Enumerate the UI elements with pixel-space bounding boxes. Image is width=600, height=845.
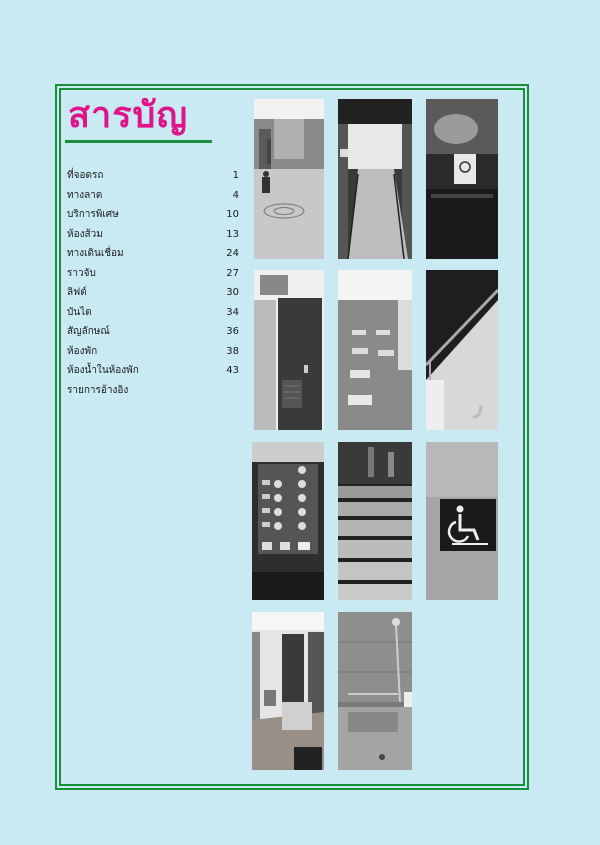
toc-label: ลิฟต์ [67, 287, 87, 298]
toc-entry[interactable] [67, 225, 239, 245]
photo-wheelchair-symbol [426, 442, 498, 600]
title-underline [65, 140, 212, 143]
photo-toilet-door [254, 270, 324, 430]
photo-parking-lot [254, 99, 324, 259]
photo-handrail-ramp [426, 270, 498, 430]
photo-special-service-desk [426, 99, 498, 259]
photo-stairs [338, 442, 412, 600]
toc-entry[interactable] [67, 264, 239, 284]
toc-entry[interactable] [67, 342, 239, 362]
toc-page-number: 4 [232, 189, 239, 201]
toc-page-number: 1 [232, 170, 239, 181]
toc-page-number: 24 [226, 248, 239, 259]
toc-entry[interactable] [67, 244, 239, 264]
toc-page-number: 36 [226, 326, 239, 337]
toc-page-number: 38 [226, 345, 239, 357]
toc-entry[interactable] [67, 205, 239, 225]
toc-entry[interactable] [67, 166, 239, 186]
toc-entry[interactable] [67, 381, 239, 401]
page-title: สารบัญ [68, 95, 189, 136]
toc-page-number: 43 [226, 365, 239, 376]
toc-label: ห้องพัก [67, 345, 98, 357]
toc-entry[interactable] [67, 303, 239, 323]
toc-entry[interactable] [67, 186, 239, 206]
toc-entry[interactable] [67, 283, 239, 303]
toc-page-number: 13 [226, 228, 239, 240]
photo-guest-bathroom [338, 612, 412, 770]
toc-label: บันได [67, 306, 92, 318]
toc-label: ทางเดินเชื่อม [67, 248, 124, 259]
photo-ramp-entrance [338, 99, 412, 259]
toc-page-number: 10 [226, 209, 239, 220]
toc-label: สัญลักษณ์ [67, 326, 110, 337]
toc-page-number: 27 [226, 267, 239, 279]
toc-label: ห้องส้วม [67, 228, 103, 240]
toc-label: บริการพิเศษ [67, 209, 119, 220]
toc-entry[interactable] [67, 322, 239, 342]
toc-label: ที่จอดรถ [67, 170, 104, 181]
photo-walkway [338, 270, 412, 430]
toc-page-number: 30 [226, 287, 239, 298]
table-of-contents [67, 166, 239, 400]
toc-entry[interactable] [67, 361, 239, 381]
toc-label: รายการอ้างอิง [67, 384, 129, 396]
toc-label: ห้องน้ำในห้องพัก [67, 365, 139, 376]
toc-label: ราวจับ [67, 267, 96, 279]
photo-guest-room [252, 612, 324, 770]
toc-page-number: 34 [226, 306, 239, 318]
toc-label: ทางลาด [67, 189, 103, 201]
photo-elevator-panel [252, 442, 324, 600]
